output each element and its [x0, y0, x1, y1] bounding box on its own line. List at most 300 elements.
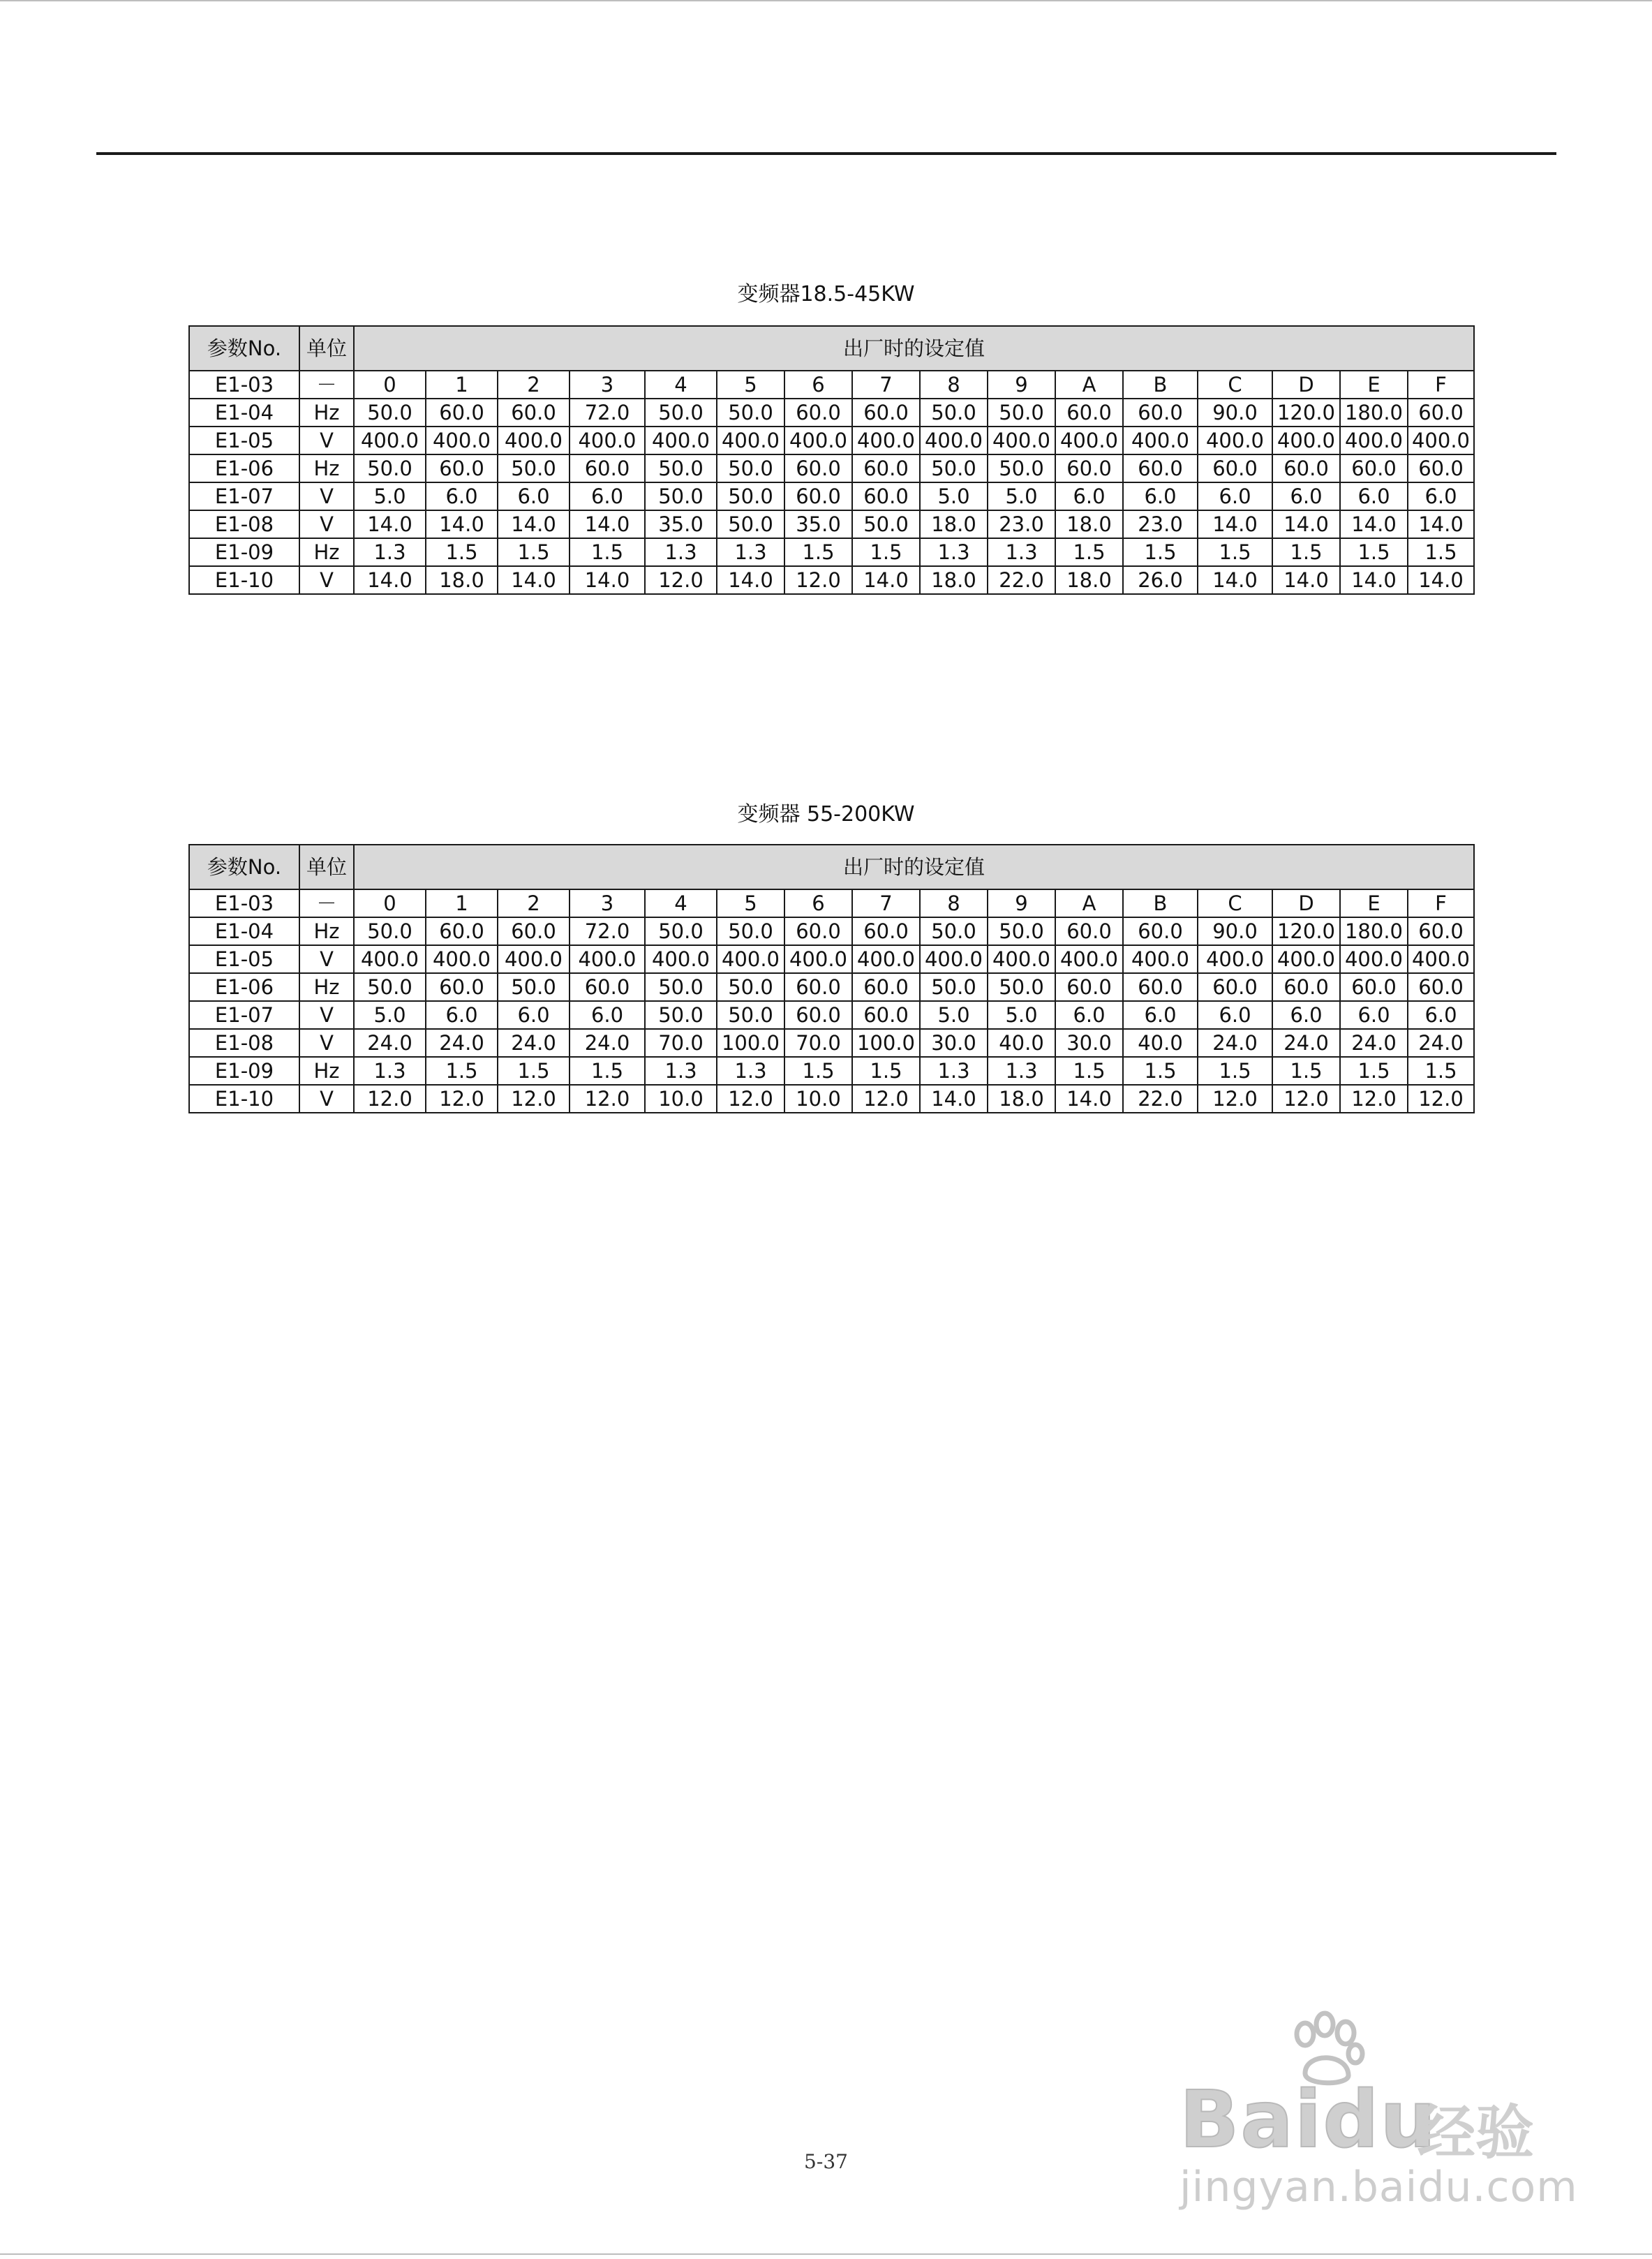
value-cell: 1.5: [1272, 1057, 1340, 1085]
value-cell: 60.0: [784, 399, 852, 427]
value-cell: 50.0: [645, 454, 717, 482]
page-number: 5-37: [804, 2150, 848, 2173]
table-row: [189, 427, 1474, 454]
table-row: [189, 510, 1474, 538]
table-row: [189, 1057, 1474, 1085]
value-cell: 14.0: [852, 566, 920, 594]
value-cell: 400.0: [1340, 427, 1408, 454]
value-cell: 70.0: [784, 1029, 852, 1057]
value-cell: 400.0: [920, 427, 988, 454]
value-cell: 40.0: [988, 1029, 1055, 1057]
value-cell: 60.0: [1123, 973, 1198, 1001]
baidu-jingyan-watermark: [1180, 2010, 1578, 2213]
value-cell: 24.0: [426, 1029, 498, 1057]
value-cell: 6.0: [1340, 1001, 1408, 1029]
value-cell: 60.0: [426, 973, 498, 1001]
value-cell: 24.0: [1408, 1029, 1474, 1057]
value-cell: 1.5: [1340, 1057, 1408, 1085]
param-code-cell: E1-08: [189, 1029, 299, 1057]
value-cell: 180.0: [1340, 399, 1408, 427]
param-code-cell: E1-04: [189, 917, 299, 945]
value-cell: 50.0: [645, 917, 717, 945]
value-cell: 60.0: [498, 399, 570, 427]
unit-cell: －: [299, 889, 354, 917]
value-cell: 400.0: [852, 427, 920, 454]
value-cell: 14.0: [498, 566, 570, 594]
value-cell: 6.0: [1340, 482, 1408, 510]
value-cell: 12.0: [426, 1085, 498, 1113]
table-header-row: [189, 845, 1474, 889]
watermark-url: jingyan.baidu.com: [1180, 2163, 1578, 2212]
value-cell: 40.0: [1123, 1029, 1198, 1057]
value-cell: 14.0: [354, 510, 426, 538]
value-cell: 400.0: [426, 945, 498, 973]
value-cell: 14.0: [1272, 566, 1340, 594]
value-cell: B: [1123, 371, 1198, 399]
value-cell: 14.0: [426, 510, 498, 538]
value-cell: 50.0: [354, 973, 426, 1001]
param-code-cell: E1-05: [189, 945, 299, 973]
value-cell: 60.0: [1408, 973, 1474, 1001]
value-cell: 35.0: [645, 510, 717, 538]
value-cell: 90.0: [1198, 917, 1272, 945]
value-cell: 50.0: [717, 454, 784, 482]
param-code-cell: E1-03: [189, 889, 299, 917]
table-row: [189, 371, 1474, 399]
value-cell: 6.0: [1055, 482, 1123, 510]
value-cell: 60.0: [1340, 454, 1408, 482]
value-cell: 50.0: [354, 454, 426, 482]
value-cell: 1.3: [717, 538, 784, 566]
value-cell: 14.0: [1408, 510, 1474, 538]
value-cell: 400.0: [784, 945, 852, 973]
unit-cell: Hz: [299, 538, 354, 566]
value-cell: 60.0: [1272, 973, 1340, 1001]
value-cell: 1.3: [988, 1057, 1055, 1085]
value-cell: 30.0: [1055, 1029, 1123, 1057]
value-cell: 60.0: [784, 917, 852, 945]
table-row: [189, 1001, 1474, 1029]
value-cell: 400.0: [498, 945, 570, 973]
value-cell: A: [1055, 371, 1123, 399]
value-cell: 60.0: [1123, 917, 1198, 945]
value-cell: 24.0: [1272, 1029, 1340, 1057]
value-cell: C: [1198, 889, 1272, 917]
value-cell: 7: [852, 889, 920, 917]
value-cell: 12.0: [498, 1085, 570, 1113]
value-cell: 60.0: [426, 399, 498, 427]
value-cell: 6.0: [426, 482, 498, 510]
value-cell: 0: [354, 371, 426, 399]
value-cell: 60.0: [1055, 399, 1123, 427]
value-cell: 24.0: [1198, 1029, 1272, 1057]
value-cell: 24.0: [354, 1029, 426, 1057]
value-cell: 60.0: [852, 399, 920, 427]
param-code-cell: E1-07: [189, 1001, 299, 1029]
top-border-line: [0, 0, 1652, 1]
table-row: [189, 566, 1474, 594]
value-cell: 12.0: [1198, 1085, 1272, 1113]
value-cell: 120.0: [1272, 399, 1340, 427]
value-cell: 60.0: [784, 973, 852, 1001]
value-cell: 26.0: [1123, 566, 1198, 594]
value-cell: 1.5: [426, 538, 498, 566]
value-cell: 60.0: [1055, 454, 1123, 482]
value-cell: 18.0: [1055, 510, 1123, 538]
value-cell: 50.0: [717, 399, 784, 427]
value-cell: 1.3: [645, 1057, 717, 1085]
parameter-table: [188, 844, 1475, 1113]
value-cell: 1.5: [1198, 538, 1272, 566]
value-cell: 1.5: [784, 538, 852, 566]
value-cell: 1.5: [1123, 538, 1198, 566]
value-cell: 5.0: [920, 482, 988, 510]
value-cell: 400.0: [920, 945, 988, 973]
value-cell: 14.0: [920, 1085, 988, 1113]
value-cell: B: [1123, 889, 1198, 917]
value-cell: 400.0: [852, 945, 920, 973]
value-cell: C: [1198, 371, 1272, 399]
value-cell: 5: [717, 371, 784, 399]
value-cell: 60.0: [1198, 454, 1272, 482]
value-cell: 12.0: [717, 1085, 784, 1113]
value-cell: 1.5: [1198, 1057, 1272, 1085]
value-cell: 50.0: [645, 399, 717, 427]
value-cell: 60.0: [498, 917, 570, 945]
value-cell: 50.0: [988, 917, 1055, 945]
value-cell: 50.0: [498, 973, 570, 1001]
watermark-brand: Baidu: [1180, 2075, 1438, 2165]
unit-cell: V: [299, 482, 354, 510]
value-cell: 14.0: [717, 566, 784, 594]
value-cell: 24.0: [498, 1029, 570, 1057]
value-cell: 5: [717, 889, 784, 917]
value-cell: 400.0: [354, 427, 426, 454]
table-row: [189, 1029, 1474, 1057]
value-cell: 400.0: [645, 945, 717, 973]
value-cell: 22.0: [988, 566, 1055, 594]
table-row: [189, 399, 1474, 427]
unit-cell: Hz: [299, 917, 354, 945]
table-header-row: [189, 326, 1474, 371]
value-cell: 14.0: [1340, 510, 1408, 538]
value-cell: 24.0: [570, 1029, 645, 1057]
value-cell: 6.0: [1123, 1001, 1198, 1029]
header-factory-settings: 出厂时的设定值: [354, 845, 1474, 889]
value-cell: 14.0: [354, 566, 426, 594]
value-cell: 1.5: [498, 538, 570, 566]
value-cell: 12.0: [784, 566, 852, 594]
value-cell: 400.0: [1055, 945, 1123, 973]
value-cell: 6.0: [1198, 1001, 1272, 1029]
value-cell: 1.5: [1272, 538, 1340, 566]
value-cell: 3: [570, 889, 645, 917]
table-row: [189, 454, 1474, 482]
value-cell: 400.0: [1198, 427, 1272, 454]
param-code-cell: E1-07: [189, 482, 299, 510]
table-row: [189, 482, 1474, 510]
param-code-cell: E1-04: [189, 399, 299, 427]
value-cell: 1.5: [426, 1057, 498, 1085]
value-cell: 12.0: [1272, 1085, 1340, 1113]
value-cell: 50.0: [920, 917, 988, 945]
value-cell: 6.0: [498, 1001, 570, 1029]
value-cell: 7: [852, 371, 920, 399]
value-cell: F: [1408, 371, 1474, 399]
value-cell: 60.0: [1055, 973, 1123, 1001]
value-cell: 60.0: [1408, 454, 1474, 482]
value-cell: 14.0: [1198, 510, 1272, 538]
value-cell: 10.0: [784, 1085, 852, 1113]
value-cell: A: [1055, 889, 1123, 917]
unit-cell: Hz: [299, 973, 354, 1001]
header-factory-settings: 出厂时的设定值: [354, 326, 1474, 371]
value-cell: 50.0: [988, 973, 1055, 1001]
value-cell: 6: [784, 889, 852, 917]
unit-cell: V: [299, 566, 354, 594]
value-cell: D: [1272, 889, 1340, 917]
value-cell: 400.0: [1198, 945, 1272, 973]
value-cell: 60.0: [1123, 399, 1198, 427]
value-cell: 400.0: [1408, 945, 1474, 973]
value-cell: 2: [498, 371, 570, 399]
value-cell: 6.0: [498, 482, 570, 510]
bottom-border-line: [0, 2253, 1652, 2255]
value-cell: 23.0: [1123, 510, 1198, 538]
value-cell: 400.0: [498, 427, 570, 454]
value-cell: 60.0: [1055, 917, 1123, 945]
value-cell: 14.0: [1198, 566, 1272, 594]
param-code-cell: E1-10: [189, 566, 299, 594]
value-cell: 60.0: [1123, 454, 1198, 482]
value-cell: 60.0: [570, 454, 645, 482]
value-cell: 12.0: [1340, 1085, 1408, 1113]
header-param-no: 参数No.: [189, 326, 299, 371]
value-cell: 18.0: [1055, 566, 1123, 594]
unit-cell: V: [299, 510, 354, 538]
value-cell: 8: [920, 371, 988, 399]
value-cell: 1.3: [717, 1057, 784, 1085]
header-unit: 单位: [299, 326, 354, 371]
value-cell: 14.0: [1055, 1085, 1123, 1113]
value-cell: 6.0: [570, 482, 645, 510]
value-cell: 6.0: [1272, 482, 1340, 510]
value-cell: 1.5: [1408, 538, 1474, 566]
value-cell: 400.0: [1123, 945, 1198, 973]
value-cell: 12.0: [570, 1085, 645, 1113]
value-cell: E: [1340, 371, 1408, 399]
value-cell: 50.0: [717, 510, 784, 538]
value-cell: 50.0: [354, 399, 426, 427]
value-cell: 60.0: [852, 1001, 920, 1029]
param-code-cell: E1-06: [189, 973, 299, 1001]
value-cell: 50.0: [645, 482, 717, 510]
value-cell: 5.0: [988, 482, 1055, 510]
value-cell: 50.0: [498, 454, 570, 482]
value-cell: 0: [354, 889, 426, 917]
value-cell: 14.0: [570, 510, 645, 538]
value-cell: 6.0: [1055, 1001, 1123, 1029]
value-cell: 1.3: [354, 1057, 426, 1085]
value-cell: 6.0: [1123, 482, 1198, 510]
header-param-no: 参数No.: [189, 845, 299, 889]
value-cell: 60.0: [852, 482, 920, 510]
param-code-cell: E1-06: [189, 454, 299, 482]
value-cell: 50.0: [920, 399, 988, 427]
value-cell: 1: [426, 889, 498, 917]
value-cell: 14.0: [498, 510, 570, 538]
value-cell: 3: [570, 371, 645, 399]
value-cell: 1.5: [1055, 1057, 1123, 1085]
value-cell: 50.0: [717, 917, 784, 945]
value-cell: 400.0: [1340, 945, 1408, 973]
value-cell: 60.0: [1408, 917, 1474, 945]
value-cell: 18.0: [988, 1085, 1055, 1113]
value-cell: F: [1408, 889, 1474, 917]
unit-cell: －: [299, 371, 354, 399]
param-code-cell: E1-03: [189, 371, 299, 399]
value-cell: E: [1340, 889, 1408, 917]
value-cell: 50.0: [920, 973, 988, 1001]
unit-cell: Hz: [299, 1057, 354, 1085]
value-cell: 100.0: [852, 1029, 920, 1057]
value-cell: 400.0: [570, 945, 645, 973]
value-cell: 1.5: [852, 1057, 920, 1085]
value-cell: 50.0: [717, 482, 784, 510]
value-cell: 400.0: [1055, 427, 1123, 454]
value-cell: 5.0: [354, 1001, 426, 1029]
value-cell: 12.0: [852, 1085, 920, 1113]
value-cell: 50.0: [717, 973, 784, 1001]
value-cell: 2: [498, 889, 570, 917]
value-cell: 400.0: [784, 427, 852, 454]
value-cell: 18.0: [920, 566, 988, 594]
value-cell: 400.0: [988, 427, 1055, 454]
value-cell: 50.0: [717, 1001, 784, 1029]
value-cell: 1.3: [988, 538, 1055, 566]
value-cell: 4: [645, 371, 717, 399]
value-cell: 400.0: [354, 945, 426, 973]
value-cell: 18.0: [920, 510, 988, 538]
value-cell: 5.0: [920, 1001, 988, 1029]
value-cell: 60.0: [852, 973, 920, 1001]
value-cell: 1.5: [570, 538, 645, 566]
value-cell: 5.0: [988, 1001, 1055, 1029]
value-cell: 1.3: [354, 538, 426, 566]
unit-cell: V: [299, 1001, 354, 1029]
table-row: [189, 538, 1474, 566]
value-cell: 50.0: [645, 1001, 717, 1029]
value-cell: 60.0: [426, 917, 498, 945]
table-title: 变频器18.5-45KW: [737, 282, 915, 306]
value-cell: 50.0: [852, 510, 920, 538]
header-rule: [96, 152, 1556, 155]
value-cell: D: [1272, 371, 1340, 399]
table-row: [189, 945, 1474, 973]
value-cell: 1.5: [498, 1057, 570, 1085]
unit-cell: V: [299, 1085, 354, 1113]
value-cell: 72.0: [570, 399, 645, 427]
value-cell: 14.0: [1340, 566, 1408, 594]
value-cell: 1.3: [920, 1057, 988, 1085]
value-cell: 14.0: [1272, 510, 1340, 538]
value-cell: 400.0: [717, 427, 784, 454]
param-code-cell: E1-09: [189, 538, 299, 566]
value-cell: 1.3: [920, 538, 988, 566]
value-cell: 50.0: [988, 399, 1055, 427]
value-cell: 14.0: [570, 566, 645, 594]
unit-cell: V: [299, 945, 354, 973]
table-row: [189, 917, 1474, 945]
value-cell: 50.0: [354, 917, 426, 945]
value-cell: 60.0: [1340, 973, 1408, 1001]
value-cell: 6.0: [1198, 482, 1272, 510]
value-cell: 1.5: [852, 538, 920, 566]
value-cell: 9: [988, 371, 1055, 399]
param-code-cell: E1-05: [189, 427, 299, 454]
value-cell: 60.0: [852, 454, 920, 482]
value-cell: 400.0: [1272, 945, 1340, 973]
value-cell: 60.0: [1198, 973, 1272, 1001]
value-cell: 60.0: [570, 973, 645, 1001]
parameter-table: [188, 325, 1475, 595]
value-cell: 180.0: [1340, 917, 1408, 945]
value-cell: 1.5: [1123, 1057, 1198, 1085]
value-cell: 14.0: [1408, 566, 1474, 594]
param-code-cell: E1-09: [189, 1057, 299, 1085]
value-cell: 60.0: [1272, 454, 1340, 482]
param-code-cell: E1-08: [189, 510, 299, 538]
value-cell: 60.0: [1408, 399, 1474, 427]
value-cell: 6.0: [1408, 1001, 1474, 1029]
value-cell: 1.5: [1340, 538, 1408, 566]
value-cell: 400.0: [717, 945, 784, 973]
value-cell: 1.5: [1408, 1057, 1474, 1085]
value-cell: 4: [645, 889, 717, 917]
value-cell: 12.0: [354, 1085, 426, 1113]
value-cell: 90.0: [1198, 399, 1272, 427]
value-cell: 9: [988, 889, 1055, 917]
table-row: [189, 1085, 1474, 1113]
value-cell: 1: [426, 371, 498, 399]
value-cell: 400.0: [1123, 427, 1198, 454]
value-cell: 120.0: [1272, 917, 1340, 945]
value-cell: 60.0: [426, 454, 498, 482]
unit-cell: Hz: [299, 454, 354, 482]
value-cell: 400.0: [570, 427, 645, 454]
unit-cell: V: [299, 427, 354, 454]
value-cell: 60.0: [852, 917, 920, 945]
header-unit: 单位: [299, 845, 354, 889]
value-cell: 23.0: [988, 510, 1055, 538]
value-cell: 50.0: [645, 973, 717, 1001]
value-cell: 6.0: [426, 1001, 498, 1029]
value-cell: 400.0: [645, 427, 717, 454]
value-cell: 60.0: [784, 454, 852, 482]
value-cell: 12.0: [1408, 1085, 1474, 1113]
value-cell: 400.0: [988, 945, 1055, 973]
unit-cell: Hz: [299, 399, 354, 427]
value-cell: 30.0: [920, 1029, 988, 1057]
value-cell: 10.0: [645, 1085, 717, 1113]
table-title: 变频器 55-200KW: [737, 802, 915, 827]
value-cell: 6.0: [1408, 482, 1474, 510]
value-cell: 12.0: [645, 566, 717, 594]
value-cell: 1.5: [784, 1057, 852, 1085]
value-cell: 400.0: [1272, 427, 1340, 454]
value-cell: 400.0: [1408, 427, 1474, 454]
value-cell: 50.0: [920, 454, 988, 482]
